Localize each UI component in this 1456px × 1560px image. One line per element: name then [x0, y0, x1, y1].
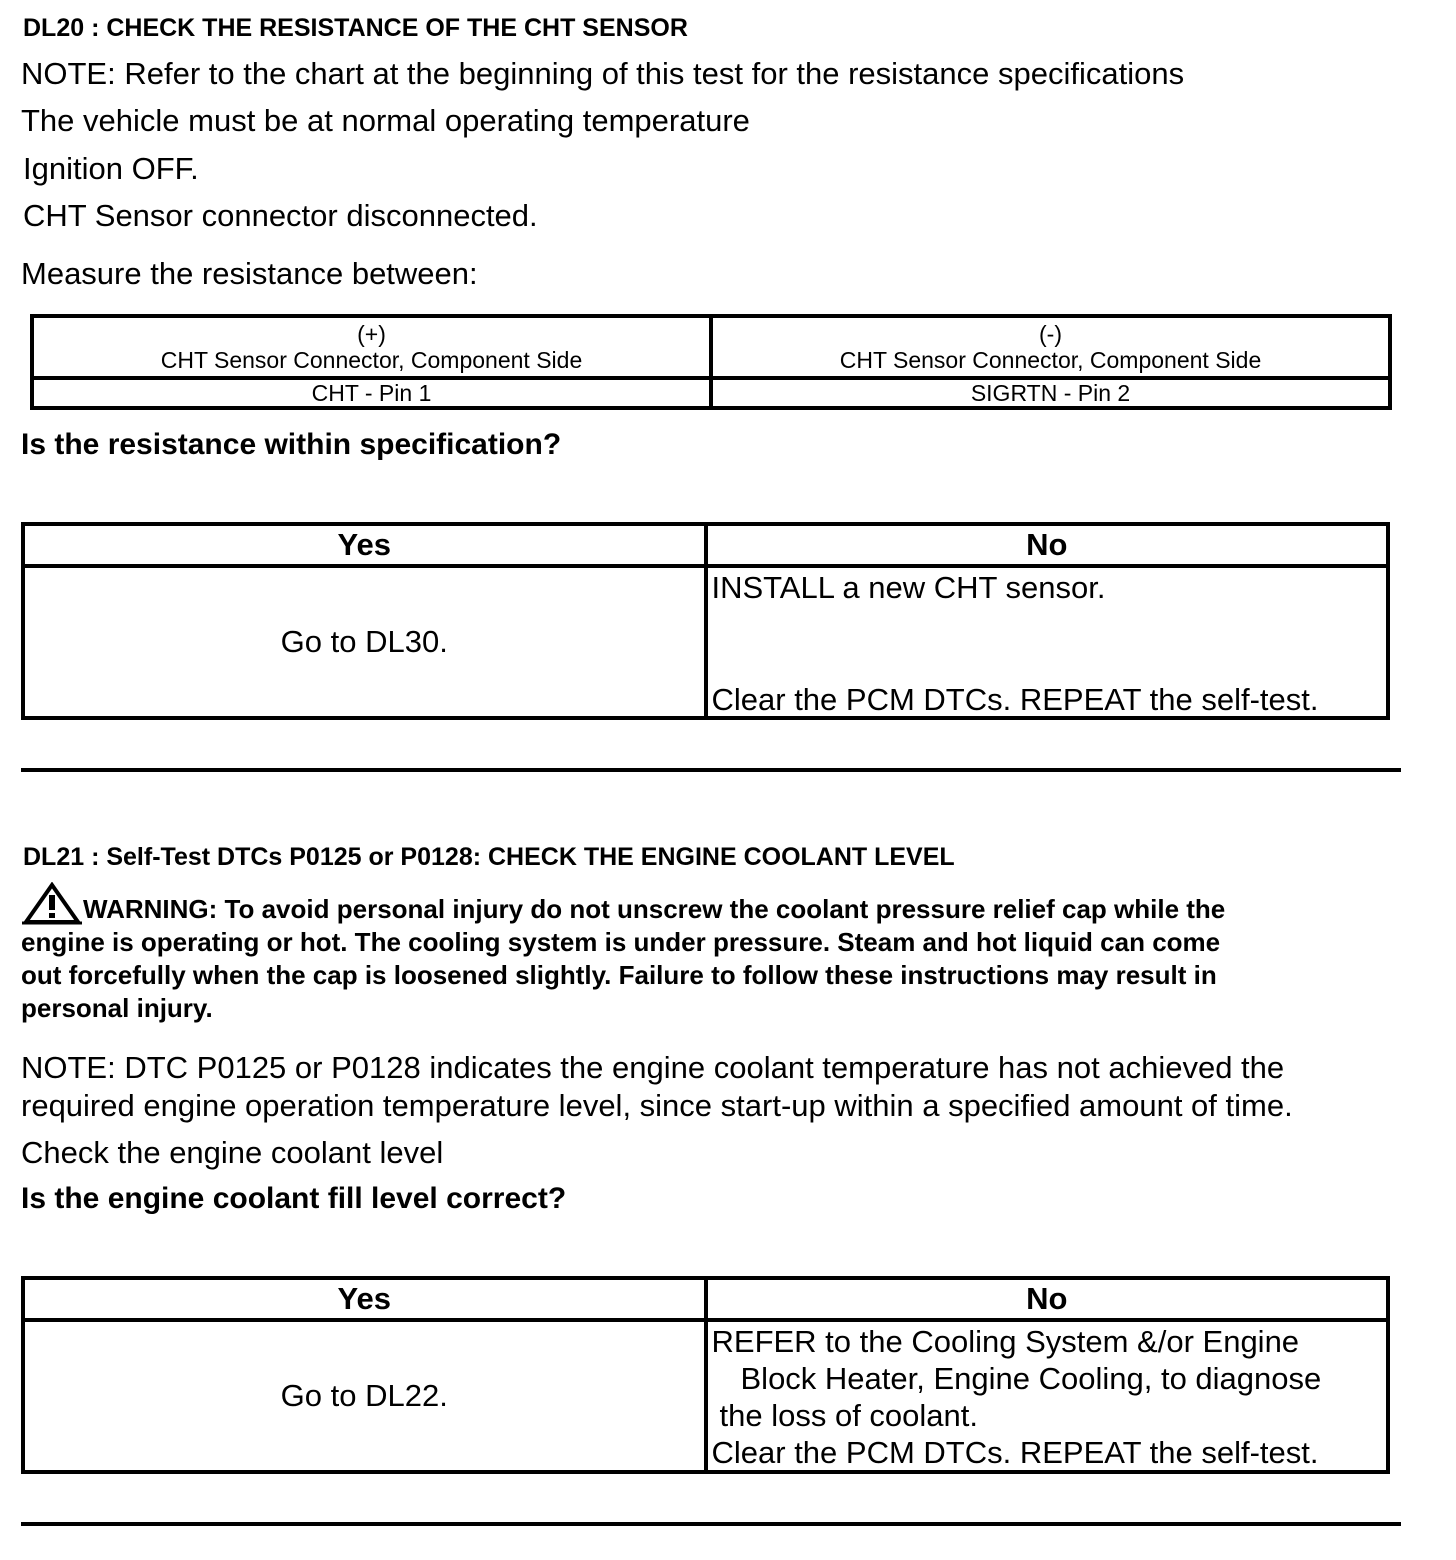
plus-pin-cell: CHT - Pin 1 — [32, 378, 711, 408]
warning-line-1: WARNING: To avoid personal injury do not unscrew the coolant pressure relief cap while the — [83, 894, 1226, 924]
dl20-temp-line: The vehicle must be at normal operating temperature — [21, 103, 750, 138]
dl21-note-line-1: NOTE: DTC P0125 or P0128 indicates the engine coolant temperature has not achieved the — [21, 1050, 1285, 1085]
warning-triangle-icon — [21, 882, 83, 926]
dl20-result-table — [21, 522, 1390, 720]
dl21-result-table — [21, 1276, 1390, 1474]
dl21-check-line: Check the engine coolant level — [21, 1135, 444, 1170]
no-cell — [706, 1320, 1389, 1472]
no-cell — [706, 566, 1389, 718]
dl21-heading: DL21 : Self-Test DTCs P0125 or P0128: CHECK THE ENGINE COOLANT LEVEL — [23, 843, 955, 871]
no-line-clear: Clear the PCM DTCs. REPEAT the self-test. — [711, 682, 1319, 717]
warning-line-3: out forcefully when the cap is loosened slightly. Failure to follow these instructions may result in — [21, 960, 1217, 990]
dl21-note-line-2: required engine operation temperature level, since start-up within a specified amount of time. — [21, 1088, 1293, 1123]
no-line-loss: the loss of coolant. — [719, 1398, 978, 1433]
yes-header: Yes — [23, 1278, 706, 1320]
minus-symbol: (-) — [1039, 321, 1062, 347]
dl20-ignition-line: Ignition OFF. — [23, 151, 199, 186]
yes-cell: Go to DL30. — [23, 566, 706, 718]
dl21-question: Is the engine coolant fill level correct? — [21, 1182, 567, 1215]
no-line-clear: Clear the PCM DTCs. REPEAT the self-test. — [711, 1435, 1319, 1470]
bottom-divider — [21, 1522, 1401, 1526]
warning-line-2: engine is operating or hot. The cooling system is under pressure. Steam and hot liquid can come — [21, 927, 1221, 957]
yes-cell: Go to DL22. — [23, 1320, 706, 1472]
plus-desc: CHT Sensor Connector, Component Side — [160, 347, 583, 373]
dl20-heading: DL20 : CHECK THE RESISTANCE OF THE CHT SENSOR — [23, 14, 688, 42]
no-line-refer: REFER to the Cooling System &/or Engine — [711, 1324, 1300, 1359]
dl20-note: NOTE: Refer to the chart at the beginning of this test for the resistance specifications — [21, 56, 1185, 91]
plus-header-cell — [32, 316, 711, 378]
minus-header-cell — [711, 316, 1390, 378]
section-divider — [21, 768, 1401, 772]
dl20-measure-label: Measure the resistance between: — [21, 256, 478, 291]
dl20-connector-line: CHT Sensor connector disconnected. — [23, 198, 538, 233]
dl20-question: Is the resistance within specification? — [21, 428, 562, 461]
yes-header: Yes — [23, 524, 706, 566]
minus-pin-cell: SIGRTN - Pin 2 — [711, 378, 1390, 408]
measure-table — [30, 314, 1392, 410]
no-header: No — [706, 1278, 1389, 1320]
warning-block — [21, 882, 1401, 1025]
no-line-install: INSTALL a new CHT sensor. — [711, 570, 1106, 605]
no-header: No — [706, 524, 1389, 566]
plus-symbol: (+) — [357, 321, 386, 347]
minus-desc: CHT Sensor Connector, Component Side — [839, 347, 1262, 373]
no-line-block-heater: Block Heater, Engine Cooling, to diagnose — [740, 1361, 1322, 1396]
warning-line-4: personal injury. — [21, 993, 213, 1023]
